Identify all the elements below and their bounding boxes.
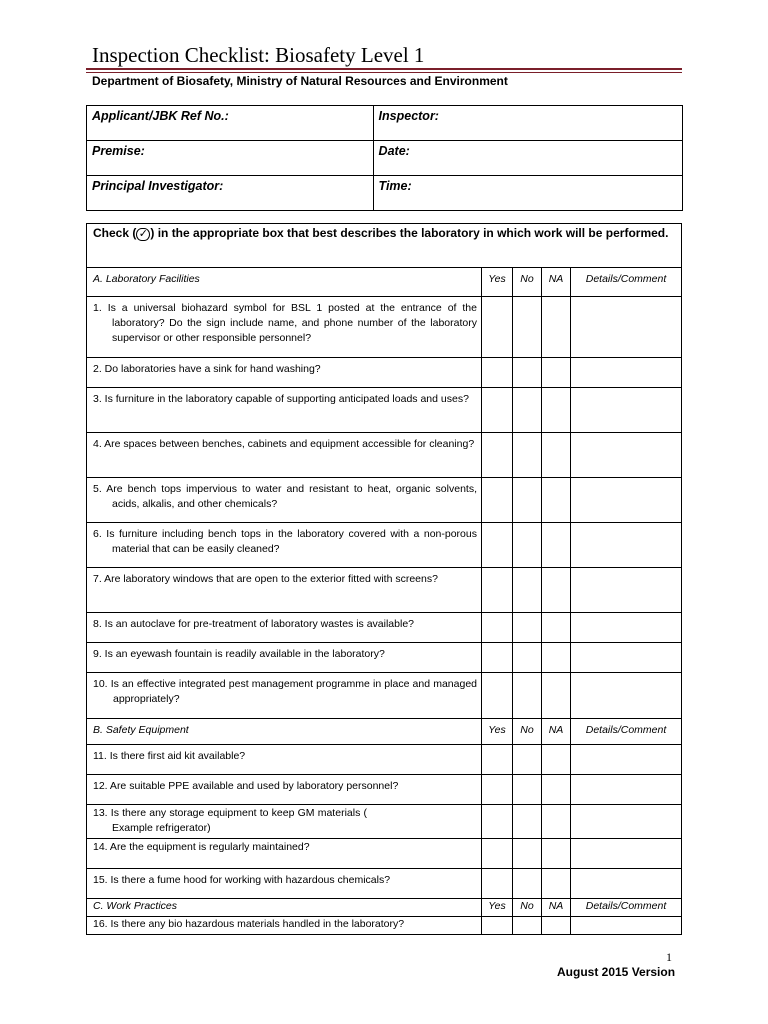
details-cell[interactable] (571, 673, 682, 719)
no-checkbox[interactable] (513, 673, 542, 719)
question-15: 15. Is there a fume hood for working with hazardous chemicals? (93, 874, 391, 886)
no-checkbox[interactable] (513, 297, 542, 358)
na-checkbox[interactable] (542, 523, 571, 568)
yes-checkbox[interactable] (482, 568, 513, 613)
col-no-header: No (513, 719, 542, 745)
question-12: 12. Are suitable PPE available and used by laboratory personnel? (93, 780, 399, 792)
question-13: 13. Is there any storage equipment to keep GM materials ( Example refrigerator) (93, 807, 367, 834)
section-c-title: C. Work Practices (87, 899, 482, 917)
table-row (87, 388, 682, 433)
header-rule (86, 68, 682, 70)
na-checkbox[interactable] (542, 433, 571, 478)
details-cell[interactable] (571, 745, 682, 775)
table-row (87, 613, 682, 643)
details-cell[interactable] (571, 805, 682, 839)
na-checkbox[interactable] (542, 869, 571, 899)
question-14: 14. Are the equipment is regularly maintained? (93, 841, 310, 853)
details-cell[interactable] (571, 917, 682, 935)
table-row (87, 433, 682, 478)
col-yes-header: Yes (482, 268, 513, 297)
details-cell[interactable] (571, 568, 682, 613)
no-checkbox[interactable] (513, 523, 542, 568)
yes-checkbox[interactable] (482, 745, 513, 775)
na-checkbox[interactable] (542, 388, 571, 433)
question-16: 16. Is there any bio hazardous materials handled in the laboratory? (93, 918, 405, 930)
department-name: Department of Biosafety, Ministry of Natural Resources and Environment (92, 74, 508, 88)
na-checkbox[interactable] (542, 297, 571, 358)
document-title: Inspection Checklist: Biosafety Level 1 (92, 43, 425, 67)
table-row (87, 805, 682, 839)
details-cell[interactable] (571, 478, 682, 523)
na-checkbox[interactable] (542, 775, 571, 805)
inspection-info-table (86, 105, 683, 211)
details-cell[interactable] (571, 388, 682, 433)
yes-checkbox[interactable] (482, 358, 513, 388)
no-checkbox[interactable] (513, 478, 542, 523)
no-checkbox[interactable] (513, 568, 542, 613)
yes-checkbox[interactable] (482, 917, 513, 935)
question-1: 1. Is a universal biohazard symbol for BSL 1 posted at the entrance of the laboratory? Do the sign include name, and phone number of the laboratory supervisor or other responsible personnel? (93, 302, 477, 344)
header-rule-thin (86, 72, 682, 73)
yes-checkbox[interactable] (482, 775, 513, 805)
col-na-header: NA (542, 899, 571, 917)
col-no-header: No (513, 899, 542, 917)
check-mark-icon: ✓ (136, 228, 150, 241)
na-checkbox[interactable] (542, 568, 571, 613)
yes-checkbox[interactable] (482, 523, 513, 568)
page-number: 1 (666, 950, 672, 964)
question-6: 6. Is furniture including bench tops in the laboratory covered with a non-porous material that can be easily cleaned? (93, 528, 477, 555)
principal-investigator-field[interactable]: Principal Investigator: (87, 176, 374, 211)
na-checkbox[interactable] (542, 673, 571, 719)
table-row (87, 775, 682, 805)
col-details-header: Details/Comment (571, 899, 682, 917)
no-checkbox[interactable] (513, 388, 542, 433)
details-cell[interactable] (571, 433, 682, 478)
yes-checkbox[interactable] (482, 643, 513, 673)
instructions-before: Check ( (93, 226, 137, 240)
inspector-field[interactable]: Inspector: (373, 106, 682, 141)
question-8: 8. Is an autoclave for pre-treatment of laboratory wastes is available? (93, 618, 414, 630)
table-row (87, 523, 682, 568)
time-field[interactable]: Time: (373, 176, 682, 211)
details-cell[interactable] (571, 869, 682, 899)
no-checkbox[interactable] (513, 869, 542, 899)
date-field[interactable]: Date: (373, 141, 682, 176)
section-b-title: B. Safety Equipment (87, 719, 482, 745)
col-na-header: NA (542, 268, 571, 297)
no-checkbox[interactable] (513, 433, 542, 478)
na-checkbox[interactable] (542, 839, 571, 869)
details-cell[interactable] (571, 643, 682, 673)
details-cell[interactable] (571, 839, 682, 869)
col-yes-header: Yes (482, 899, 513, 917)
table-row (87, 839, 682, 869)
question-7: 7. Are laboratory windows that are open to the exterior fitted with screens? (93, 573, 438, 585)
no-checkbox[interactable] (513, 775, 542, 805)
no-checkbox[interactable] (513, 917, 542, 935)
question-5: 5. Are bench tops impervious to water and resistant to heat, organic solvents, acids, alkalis, and other chemicals? (93, 483, 477, 510)
question-4: 4. Are spaces between benches, cabinets and equipment accessible for cleaning? (93, 438, 475, 450)
details-cell[interactable] (571, 297, 682, 358)
yes-checkbox[interactable] (482, 433, 513, 478)
na-checkbox[interactable] (542, 745, 571, 775)
table-row (87, 297, 682, 358)
table-row (87, 673, 682, 719)
col-details-header: Details/Comment (571, 719, 682, 745)
col-yes-header: Yes (482, 719, 513, 745)
question-9: 9. Is an eyewash fountain is readily available in the laboratory? (93, 648, 385, 660)
yes-checkbox[interactable] (482, 805, 513, 839)
section-a-title: A. Laboratory Facilities (87, 268, 482, 297)
col-na-header: NA (542, 719, 571, 745)
table-row (87, 869, 682, 899)
yes-checkbox[interactable] (482, 613, 513, 643)
yes-checkbox[interactable] (482, 388, 513, 433)
question-11: 11. Is there first aid kit available? (93, 750, 246, 762)
no-checkbox[interactable] (513, 839, 542, 869)
premise-field[interactable]: Premise: (87, 141, 374, 176)
yes-checkbox[interactable] (482, 869, 513, 899)
version-label: August 2015 Version (557, 965, 676, 979)
no-checkbox[interactable] (513, 805, 542, 839)
instructions-after: ) in the appropriate box that best describes the laboratory in which work will be performed. (150, 226, 669, 240)
na-checkbox[interactable] (542, 917, 571, 935)
yes-checkbox[interactable] (482, 297, 513, 358)
question-2: 2. Do laboratories have a sink for hand washing? (93, 363, 321, 375)
yes-checkbox[interactable] (482, 673, 513, 719)
na-checkbox[interactable] (542, 805, 571, 839)
col-no-header: No (513, 268, 542, 297)
instructions (87, 224, 682, 268)
table-row (87, 478, 682, 523)
question-10: 10. Is an effective integrated pest management programme in place and managed appropriately? (93, 678, 477, 705)
details-cell[interactable] (571, 358, 682, 388)
table-row (87, 643, 682, 673)
table-row (87, 358, 682, 388)
table-row (87, 917, 682, 935)
no-checkbox[interactable] (513, 643, 542, 673)
col-details-header: Details/Comment (571, 268, 682, 297)
na-checkbox[interactable] (542, 643, 571, 673)
na-checkbox[interactable] (542, 358, 571, 388)
yes-checkbox[interactable] (482, 478, 513, 523)
table-row (87, 745, 682, 775)
na-checkbox[interactable] (542, 613, 571, 643)
question-3: 3. Is furniture in the laboratory capable of supporting anticipated loads and uses? (93, 393, 469, 405)
details-cell[interactable] (571, 775, 682, 805)
checklist-table (86, 223, 682, 935)
yes-checkbox[interactable] (482, 839, 513, 869)
no-checkbox[interactable] (513, 613, 542, 643)
no-checkbox[interactable] (513, 745, 542, 775)
na-checkbox[interactable] (542, 478, 571, 523)
table-row (87, 568, 682, 613)
applicant-field[interactable]: Applicant/JBK Ref No.: (87, 106, 374, 141)
details-cell[interactable] (571, 613, 682, 643)
no-checkbox[interactable] (513, 358, 542, 388)
details-cell[interactable] (571, 523, 682, 568)
